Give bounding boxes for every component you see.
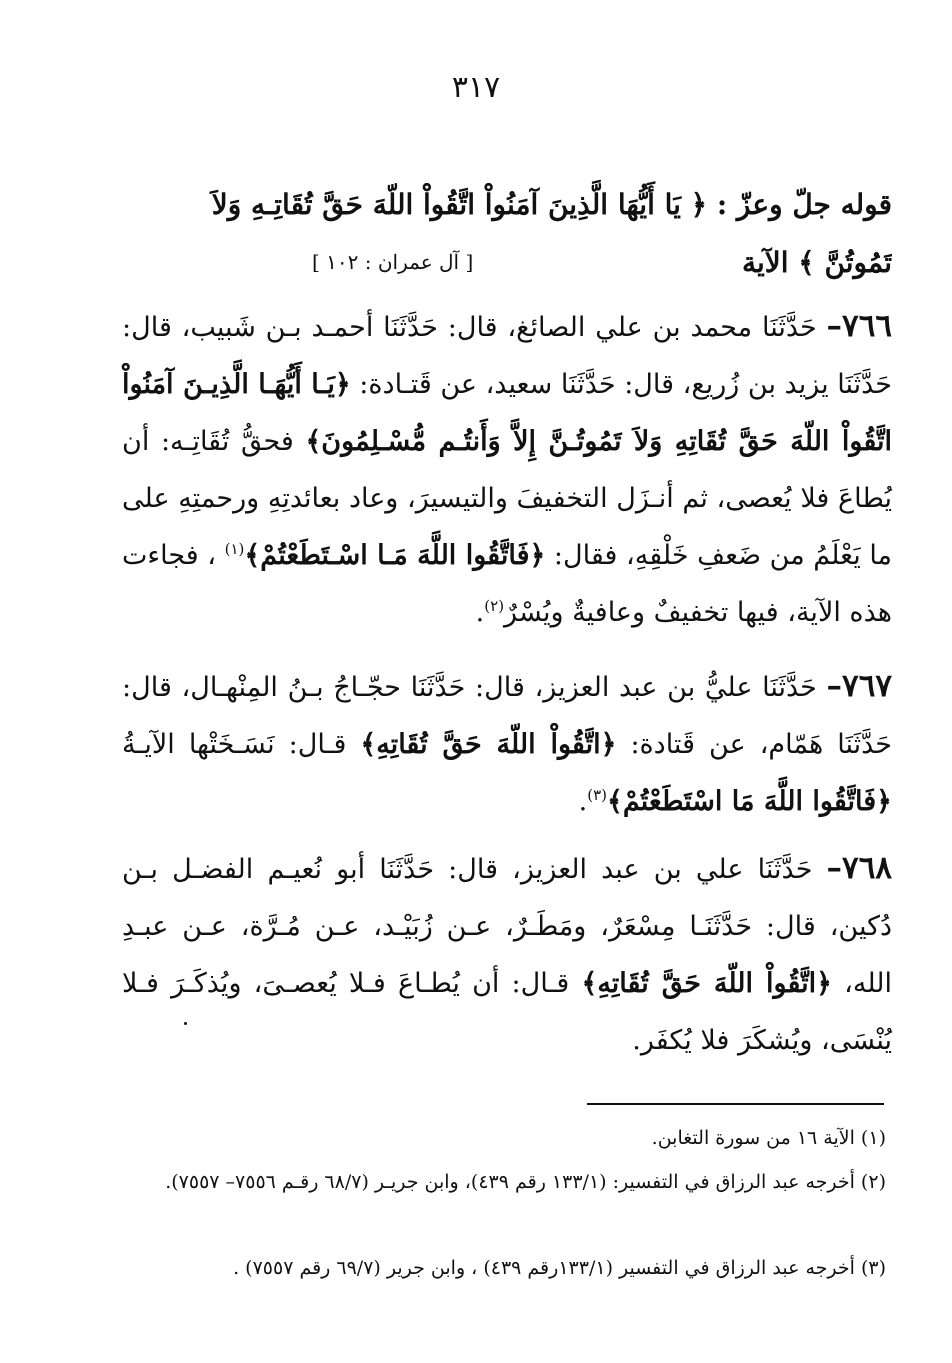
ink-speck <box>184 1022 187 1025</box>
footnote-divider <box>587 1103 884 1105</box>
footnote-marker: (٣) <box>587 786 607 804</box>
hadith-text: قـال: أن يُطـاعَ فـلا يُعصـىَ، ويُذكَـرَ فـلا يُنْسَى، ويُشكَرَ فلا يُكفَر. <box>122 968 892 1056</box>
hadith-text: . <box>578 786 588 817</box>
quran-verse: ﴿اتَّقُواْ اللّهَ حَقَّ تُقَاتِهِ﴾ <box>360 729 617 760</box>
hadith-number: ٧٦٧– <box>826 668 892 704</box>
footnote-1: (١) الآية ١٦ من سورة التغابن. <box>651 1127 886 1149</box>
hadith-text: فحقُّ تُقَاتِـه: أن يُطاعَ فلا يُعصى، ثم أنـزَل التخفيفَ والتيسيرَ، وعاد بعائدتِهِ ورحمتِهِ على ما يَعْلَمُ من ضَعفِ خَلْقِهِ، فقال: <box>122 426 893 571</box>
heading-verse-end: تَمُوتُنَّ ﴾ الآية <box>741 246 892 279</box>
hadith-text: حَدَّثَنَا علي بن عبد العزيز، قال: حَدَّثَنَا أبو نُعيـم الفضـل بـن دُكين، قال: حَدَّثَنَـا مِسْعَرٌ، ومَطَـرٌ، عـن زُبَيْـد، عـن مُـرَّة، عـن عبـدِ الله، <box>122 854 892 999</box>
quran-verse: ﴿فَاتَّقُوا اللَّهَ مَا اسْتَطَعْتُمْ﴾ <box>607 786 892 817</box>
hadith-text: حَدَّثَنَا عليُّ بن عبد العزيز، قال: حَدَّثَنَا حجّـاجُ بـنُ المِنْهـال، قال: حَدَّثَنَا هَمّام، عن قَتادة: <box>122 672 892 760</box>
footnote-3: (٣) أخرجه عبد الرزاق في التفسير (١٣٣/١رقم ٤٣٩) ، وابن جرير (٦٩/٧ رقم ٧٥٥٧) . <box>233 1257 886 1279</box>
page-number: ٣١٧ <box>451 70 501 105</box>
hadith-768 <box>122 840 892 1069</box>
footnote-marker: (٢) <box>484 597 505 615</box>
hadith-766 <box>122 298 892 641</box>
hadith-text: ، فجاءت هذه الآية، فيها تخفيفٌ وعافيةٌ ويُسْرٌ <box>122 540 892 628</box>
verse-reference: [ آل عمران : ١٠٢ ] <box>312 250 474 274</box>
hadith-text: حَدَّثَنَا محمد بن علي الصائغ، قال: حَدَّثَنَا أحمـد بـن شَبيب، قال: حَدَّثَنَا يزيد بن زُريع، قال: حَدَّثَنَا سعيد، عن قَتـادة: <box>122 312 892 400</box>
hadith-767 <box>122 658 892 830</box>
quran-verse: ﴿يَـا أَيُّهَـا الَّذِيـنَ آمَنُواْ اتَّقُواْ اللّهَ حَقَّ تُقَاتِهِ وَلاَ تَمُوتُـنَّ إِلاَّ وَأَنتُـم مُّسْـلِمُونَ﴾ <box>122 369 893 457</box>
hadith-text: قـال: نَسَـخَتْها الآيـةُ <box>122 729 361 760</box>
quran-verse: ﴿اتَّقُواْ اللّهَ حَقَّ تُقَاتِهِ﴾ <box>581 968 832 999</box>
heading-line-2 <box>122 234 892 291</box>
hadith-number: ٧٦٦– <box>826 308 892 344</box>
hadith-text: . <box>475 597 485 628</box>
heading-line-1: قوله جلّ وعزّ : ﴿ يَا أَيُّهَا الَّذِينَ آمَنُواْ اتَّقُواْ اللّهَ حَقَّ تُقَاتِـهِ وَلاَ <box>211 188 892 221</box>
quran-verse: ﴿فَاتَّقُوا اللَّهَ مَـا اسْـتَطَعْتُمْ﴾ <box>244 540 546 571</box>
footnote-2: (٢) أخرجه عبد الرزاق في التفسير: (١٣٣/١ رقم ٤٣٩)، وابن جريـر (٦٨/٧ رقـم ٧٥٥٦– ٧٥٥٧). <box>165 1171 886 1193</box>
hadith-number: ٧٦٨– <box>826 850 892 886</box>
footnote-marker: (١) <box>224 540 245 558</box>
